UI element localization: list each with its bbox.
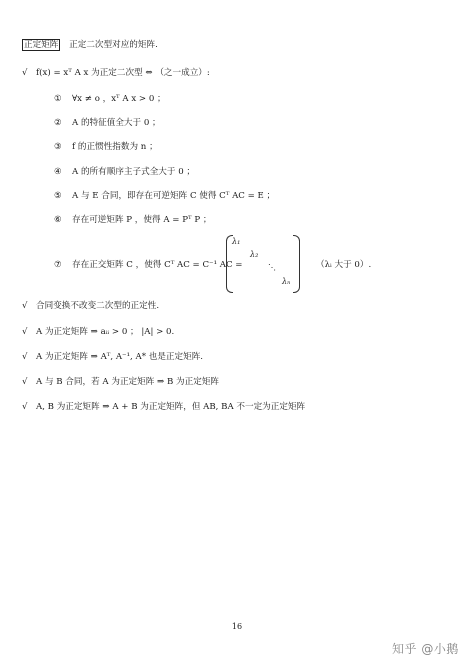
matrix-entry: λ₁ xyxy=(232,237,241,246)
diagonal-matrix xyxy=(226,235,300,291)
matrix-entry: λ₂ xyxy=(250,250,259,259)
watermark: 知乎 @小鹅 xyxy=(392,642,459,656)
matrix-entry: λₙ xyxy=(282,277,291,286)
matrix-entry: ⋱ xyxy=(268,263,276,272)
condition-text: A 的特征值全大于 0 ； xyxy=(72,118,161,128)
fact-line: A 为正定矩阵 ⇒ aᵢᵢ > 0 ； |A| > 0. xyxy=(36,327,175,337)
matrix-right-bracket xyxy=(293,235,300,293)
condition-text: 存在正交矩阵 C ，使得 Cᵀ AC = C⁻¹ AC = xyxy=(72,260,243,270)
fact-line: A 为正定矩阵 ⇒ Aᵀ, A⁻¹, A* 也是正定矩阵. xyxy=(36,352,204,362)
check-mark: √ xyxy=(22,352,28,362)
check-mark: √ xyxy=(22,377,28,387)
condition-text: ∀x ≠ o ，xᵀ A x > 0 ； xyxy=(72,94,166,104)
fact-line: A, B 为正定矩阵 ⇒ A + B 为正定矩阵，但 AB, BA 不一定为正定矩阵 xyxy=(36,402,306,412)
condition-text: 存在可逆矩阵 P ，使得 A = Pᵀ P ； xyxy=(72,215,212,225)
page-number: 16 xyxy=(231,622,243,631)
check-mark: √ xyxy=(22,68,28,78)
condition-tail: （λᵢ 大于 0）. xyxy=(316,260,372,270)
condition-number: ⑤ xyxy=(54,191,62,201)
fact-line: A 与 B 合同，若 A 为正定矩阵 ⇒ B 为正定矩阵 xyxy=(36,377,220,387)
check-mark: √ xyxy=(22,327,28,337)
heading-line xyxy=(22,39,158,51)
fact-line: 合同变换不改变二次型的正定性. xyxy=(36,301,160,311)
check-mark: √ xyxy=(22,301,28,311)
condition-number: ⑦ xyxy=(54,260,62,270)
condition-text: A 的所有顺序主子式全大于 0 ； xyxy=(72,167,195,177)
condition-text: A 与 E 合同，即存在可逆矩阵 C 使得 Cᵀ AC = E ； xyxy=(72,191,276,201)
check-mark: √ xyxy=(22,402,28,412)
equivalence-intro: f(x) = xᵀ A x 为正定二次型 ⇔ （之一成立）: xyxy=(36,68,210,78)
condition-number: ① xyxy=(54,94,62,104)
condition-number: ② xyxy=(54,118,62,128)
condition-number: ④ xyxy=(54,167,62,177)
heading-definition: 正定二次型对应的矩阵. xyxy=(69,40,158,50)
condition-number: ③ xyxy=(54,142,62,152)
condition-number: ⑥ xyxy=(54,215,62,225)
condition-text: f 的正惯性指数为 n ； xyxy=(72,142,158,152)
boxed-term: 正定矩阵 xyxy=(24,40,59,50)
